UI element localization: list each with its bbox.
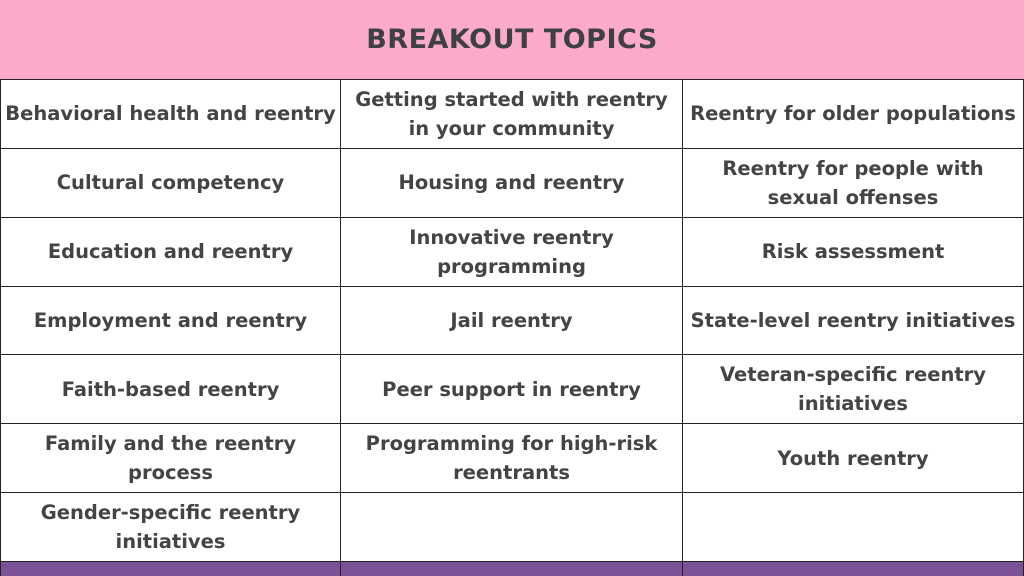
page-title: BREAKOUT TOPICS [366,24,658,55]
table-cell: Education and reentry [0,218,341,287]
table-cell: Innovative reentry programming [341,218,683,287]
table-cell: Risk assessment [683,218,1024,287]
footer-accent-bar [0,562,1024,576]
footer-bar-segment [341,562,683,576]
table-cell: Getting started with reentry in your community [341,80,683,149]
table-cell: Veteran-specific reentry initiatives [683,355,1024,424]
topics-table [0,80,1024,562]
table-cell-empty [683,493,1024,562]
table-cell-empty [341,493,683,562]
table-cell: Family and the reentry process [0,424,341,493]
table-cell: Reentry for people with sexual offenses [683,149,1024,218]
table-cell: Faith-based reentry [0,355,341,424]
table-cell: Gender-specific reentry initiatives [0,493,341,562]
table-cell: Cultural competency [0,149,341,218]
table-cell: Jail reentry [341,287,683,356]
table-cell: Programming for high-risk reentrants [341,424,683,493]
header-banner [0,0,1024,80]
table-cell: Housing and reentry [341,149,683,218]
table-cell: Youth reentry [683,424,1024,493]
table-cell: Behavioral health and reentry [0,80,341,149]
footer-bar-segment [683,562,1024,576]
table-cell: Peer support in reentry [341,355,683,424]
footer-bar-segment [0,562,341,576]
table-cell: Employment and reentry [0,287,341,356]
table-cell: Reentry for older populations [683,80,1024,149]
table-cell: State-level reentry initiatives [683,287,1024,356]
